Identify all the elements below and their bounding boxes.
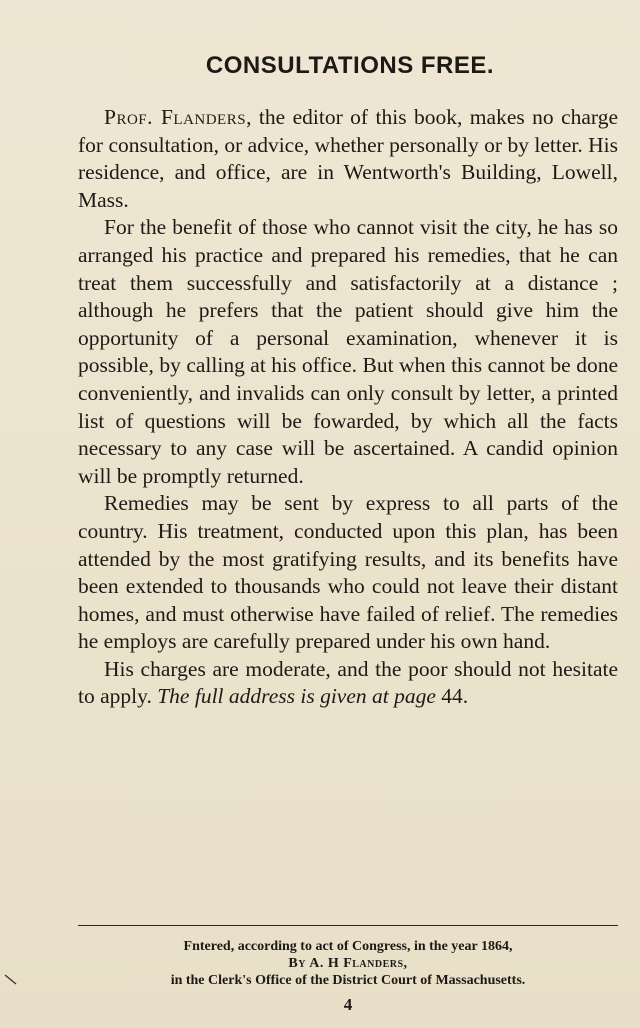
paragraph-1-text: , the editor of this book, makes no charge for consultation, or advice, whether personally or by letter. His residence, and office, are in Wentworth's Building, Lowell, Mass. [78,105,619,212]
paragraph-3: Remedies may be sent by express to all parts of the country. His treatment, conducted upon this plan, has been attended by the most gratifying results, and its benefits have been extended to thousands who could not leave their distant homes, and must otherwise have failed of relief. The remedies he employs are carefully prepared under his own hand. [78,491,618,654]
footer-rule [78,925,618,926]
margin-mark-icon [4,974,18,986]
page-number: 4 [343,995,353,1014]
copyright-notice [78,938,618,989]
copyright-line-2: By A. H Flanders, [288,956,408,971]
page-reference: 44. [435,684,469,709]
copyright-line-3: in the Clerk's Office of the District Court of Massachusetts. [170,973,526,988]
author-name: Prof. Flanders [104,105,247,129]
paragraph-4-text: His charges are moderate, and the poor should not hesitate to apply. [78,656,618,709]
address-note: The full address is given at page [157,684,436,709]
paragraph-1 [78,104,618,214]
body-text [78,104,618,711]
page-heading: CONSULTATIONS FREE. [205,52,495,79]
copyright-line-1: Fntered, according to act of Congress, in the year 1864, [183,939,513,954]
paragraph-4 [78,656,618,711]
paragraph-2: For the benefit of those who cannot visit the city, he has so arranged his practice and prepared his remedies, that he can treat them successfully and satisfactorily at a distance ; although he prefers that the patient should give him the opportunity of a personal examination, whenever it is possible, by calling at his office. But when this cannot be done conveniently, and invalids can only consult by letter, a printed list of questions will be fowarded, by which all the facts necessary to any case will be ascertained. A candid opinion will be promptly returned. [78,215,618,488]
